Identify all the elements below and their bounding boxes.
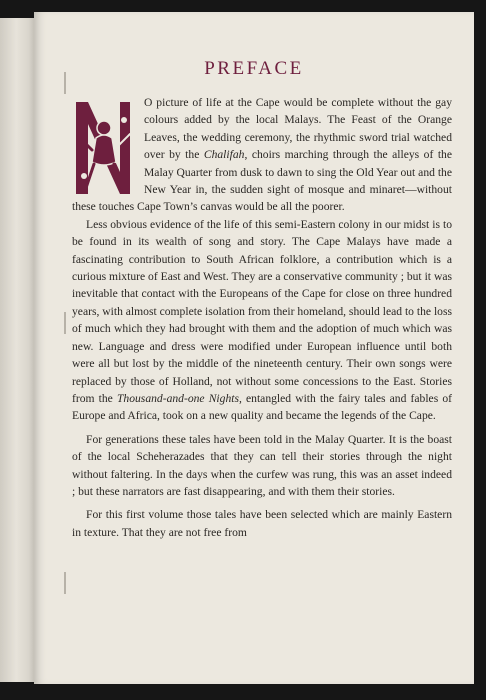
- page-title: PREFACE: [204, 58, 304, 79]
- paragraph-2: [72, 216, 452, 425]
- paragraph-3-text: For generations these tales have been told in the Malay Quarter. It is the boast of the local Scheherazades that they can tell their stories through the night without faltering. In the days when the curfew was rung, this was an asset indeed ; but these narrators are fast disappearing, and with them their stories.: [72, 432, 452, 498]
- book-page: [34, 12, 474, 684]
- preface-body: [72, 94, 452, 541]
- paragraph-4: [72, 506, 452, 541]
- facing-page-edge: [0, 18, 36, 682]
- paragraph-2-text-a: Less obvious evidence of the life of this semi-Eastern colony in our midst is to be found in its wealth of song and story. The Cape Malays have made a fascinating contribution to South African folklore, a contribution which is a curious mixture of East and West. They are a conservative community ; but it was inevitable that contact with the Europeans of the Cape for close on three hundred years, with almost complete isolation from their homeland, should lead to the loss of much which they had brought with them and the adoption of much which was new. Language and dress were modified under European influence until both were all but lost by the middle of the nineteenth century. Their own songs were replaced by those of Holland, not without some concessions to the East. Stories from the: [72, 217, 452, 405]
- paragraph-1: [72, 94, 452, 216]
- dropcap-ornament-icon: [72, 98, 136, 198]
- binding-stitch: [64, 312, 66, 334]
- paragraph-1-italic: Chalifah: [203, 148, 245, 162]
- paragraph-4-text: For this first volume those tales have been selected which are mainly Eastern in texture. That they are not free from: [72, 508, 452, 539]
- paragraph-1-text-b: , choirs marching through the alleys of the Malay Quarter from dusk to dawn to sing the Old Year out and the New Year in, the sudden sight of mosque and minaret—without these touches Cape Town’s canvas would be all the poorer.: [72, 148, 452, 214]
- binding-stitch: [64, 572, 66, 594]
- paragraph-1-text-a: O picture of life at the Cape would be complete without the gay colours added by the local Malays. The Feast of the Orange Leaves, the wedding ceremony, the rhythmic sword trial watched over by the: [144, 96, 452, 162]
- paragraph-2-text-b: entangled with the fairy tales and fables of Europe and Africa, took on a new quality and became the legends of the Cape.: [72, 391, 452, 423]
- paragraph-2-italic: Thousand-and-one Nights,: [116, 391, 242, 405]
- paragraph-3: [72, 431, 452, 501]
